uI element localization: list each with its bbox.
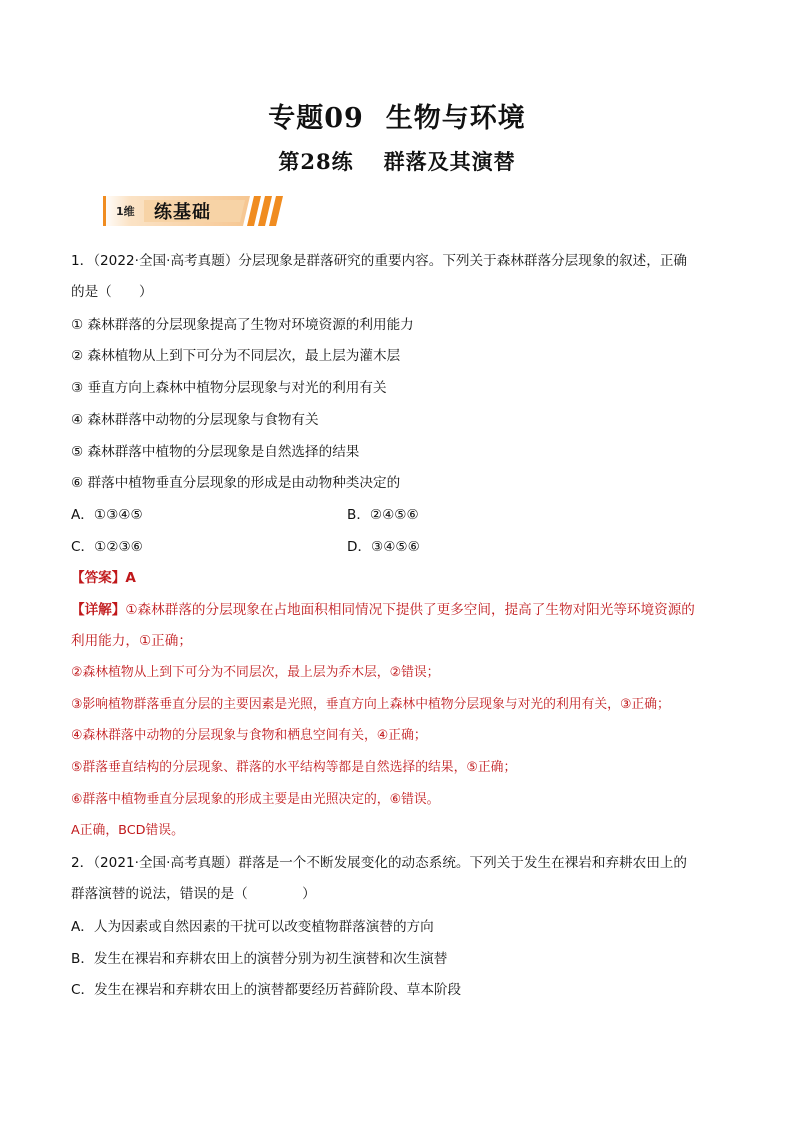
detail-line: ④森林群落中动物的分层现象与食物和栖息空间有关，④正确； [71, 728, 427, 743]
question-2-option: C．发生在裸岩和弃耕农田上的演替都要经历苔藓阶段、草本阶段 [71, 982, 462, 998]
statement-item: ⑤ 森林群落中植物的分层现象是自然选择的结果 [71, 444, 360, 460]
statement-item: ① 森林群落的分层现象提高了生物对环境资源的利用能力 [71, 317, 414, 333]
question-2-stem-line-1: 2．（2021·全国·高考真题）群落是一个不断发展变化的动态系统。下列关于发生在裸岩和弃耕农田上的 [71, 855, 688, 871]
detail-label: 【详解】 [71, 602, 126, 618]
statement-item: ⑥ 群落中植物垂直分层现象的形成是由动物种类决定的 [71, 475, 401, 491]
conclusion-line: A正确，BCD错误。 [71, 823, 184, 838]
detail-line: ⑤群落垂直结构的分层现象、群落的水平结构等都是自然选择的结果，⑤正确； [71, 760, 517, 775]
option-d: D．③④⑤⑥ [347, 539, 420, 555]
option-b: B．②④⑤⑥ [347, 507, 419, 523]
subtitle-topic: 群落及其演替 [383, 149, 516, 174]
detail-line: ③影响植物群落垂直分层的主要因素是光照，垂直方向上森林中植物分层现象与对光的利用有关，③正确； [71, 697, 670, 712]
answer-line [71, 568, 136, 588]
statement-item: ④ 森林群落中动物的分层现象与食物有关 [71, 412, 319, 428]
detail-text: ①森林群落的分层现象在占地面积相同情况下提供了更多空间，提高了生物对阳光等环境资源的 [125, 602, 695, 618]
question-2-stem-line-2: 群落演替的说法，错误的是（ ） [71, 886, 316, 902]
title-number: 专题09 [268, 103, 364, 134]
option-c: C．①②③⑥ [71, 539, 143, 555]
subtitle-lesson: 第28练 [278, 149, 354, 174]
detail-line: ②森林植物从上到下可分为不同层次，最上层为乔木层，②错误； [71, 665, 440, 680]
detail-line: 利用能力，①正确； [71, 633, 192, 649]
question-2-option: B．发生在裸岩和弃耕农田上的演替分别为初生演替和次生演替 [71, 951, 448, 967]
level-badge: 1维 [116, 205, 135, 218]
detail-line [71, 600, 695, 620]
page-subtitle [0, 146, 794, 176]
answer-value: A [125, 570, 136, 586]
statement-item: ② 森林植物从上到下可分为不同层次，最上层为灌木层 [71, 348, 401, 364]
title-topic: 生物与环境 [385, 103, 526, 134]
question-2-option: A．人为因素或自然因素的干扰可以改变植物群落演替的方向 [71, 919, 434, 935]
option-a: A．①③④⑤ [71, 507, 143, 523]
question-1-stem-line-1: 1．（2022·全国·高考真题）分层现象是群落研究的重要内容。下列关于森林群落分层现象的叙述，正确 [71, 253, 688, 269]
detail-line: ⑥群落中植物垂直分层现象的形成主要是由光照决定的，⑥错误。 [71, 792, 440, 807]
question-1-stem-line-2: 的是（ ） [71, 284, 153, 300]
section-banner [100, 188, 290, 234]
answer-label: 【答案】 [71, 570, 126, 586]
section-label: 练基础 [154, 202, 211, 223]
page-title [0, 96, 794, 135]
statement-item: ③ 垂直方向上森林中植物分层现象与对光的利用有关 [71, 380, 387, 396]
